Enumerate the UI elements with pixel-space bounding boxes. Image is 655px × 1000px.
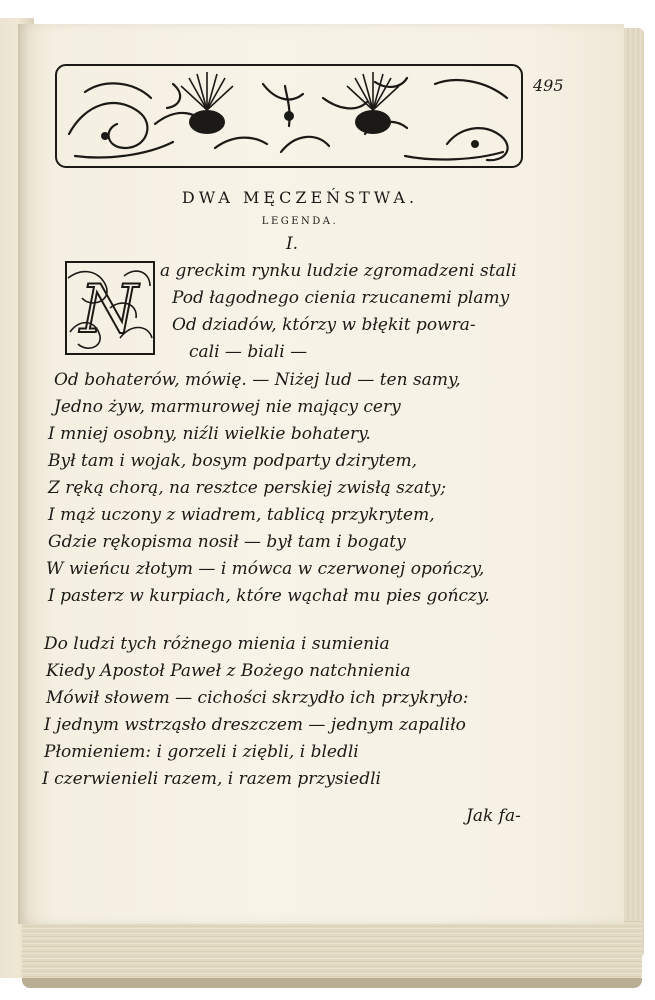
- book-cover-bottom: [22, 978, 642, 988]
- verse-line: Od bohaterów, mówię. — Niżej lud — ten samy,: [54, 370, 461, 390]
- page-number: 495: [533, 76, 564, 95]
- verse-line: Kiedy Apostoł Paweł z Bożego natchnienia: [46, 661, 411, 681]
- ornamental-headpiece: [55, 64, 523, 168]
- verse-line: I mąż uczony z wiadrem, tablicą przykrytem,: [48, 505, 435, 525]
- verse-line: Pod łagodnego cienia rzucanemi plamy: [172, 288, 510, 308]
- verse-line: Gdzie rękopisma nosił — był tam i bogaty: [48, 532, 406, 552]
- verse-line: I czerwienieli razem, i razem przysiedli: [42, 769, 381, 789]
- verse-line: Płomieniem: i gorzeli i ziębli, i bledli: [44, 742, 359, 762]
- poem-title: DWA MĘCZEŃSTWA.: [181, 188, 419, 207]
- poem-subtitle: LEGENDA.: [261, 216, 339, 227]
- verse-line: W wieńcu złotym — i mówca w czerwonej opończy,: [46, 559, 485, 579]
- verse-line: I mniej osobny, niźli wielkie bohatery.: [48, 424, 371, 444]
- verse-line: I pasterz w kurpiach, które wąchał mu pies gończy.: [48, 586, 490, 606]
- drop-cap-initial: [60, 258, 158, 358]
- verse-line: I jednym wstrząsło dreszczem — jednym zapaliło: [44, 715, 466, 735]
- verse-line: cali — biali —: [189, 342, 308, 362]
- verse-line: Jedno żyw, marmurowej nie mający cery: [54, 397, 401, 417]
- verse-line: Od dziadów, którzy w błękit powra-: [172, 315, 476, 335]
- verse-line: a greckim rynku ludzie zgromadzeni stali: [160, 261, 517, 281]
- section-number: I.: [285, 234, 299, 254]
- verse-line: Do ludzi tych różnego mienia i sumienia: [44, 634, 390, 654]
- page-block-bottom-edge: [22, 920, 642, 982]
- verse-line: Mówił słowem — cichości skrzydło ich przykryło:: [46, 688, 469, 708]
- drop-cap-letter: N: [80, 271, 138, 348]
- verse-line: Był tam i wojak, bosym podparty dzirytem,: [48, 451, 418, 471]
- verse-line: Z ręką chorą, na resztce perskiej zwisłą szaty;: [48, 478, 447, 498]
- catchword: Jak fa-: [466, 806, 521, 826]
- page-block-right-edge: [622, 28, 644, 958]
